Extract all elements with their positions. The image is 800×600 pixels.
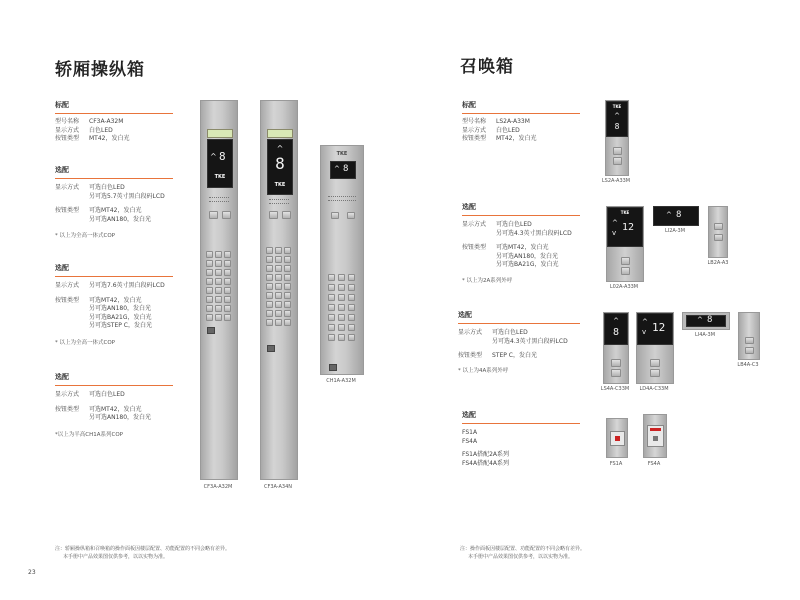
spec-label: 显示方式 [458,329,483,336]
floor-button[interactable] [328,304,335,311]
section-heading: 选配 [55,264,69,272]
arrow-up-icon: ^ [614,112,620,120]
floor-button-grid [266,247,291,326]
spec-value: FS4A [462,437,478,445]
floor-button[interactable] [284,265,291,272]
model-caption: FS1A [609,461,623,467]
section-note: * 以上为全高一体式COP [55,233,115,239]
spec-label: 显示方式 [462,221,487,228]
spec-label: 显示方式 [55,126,80,134]
floor-button[interactable] [215,269,222,276]
spec-value: 可选白色LED [492,329,528,336]
floor-button[interactable] [215,278,222,285]
fire-switch-label-plate [650,428,661,431]
floor-button-grid [328,274,355,341]
call-up-button[interactable] [613,147,622,155]
floor-button[interactable] [206,296,213,303]
led-display [330,161,356,179]
floor-button[interactable] [224,296,231,303]
spec-value: 另可选7.6英寸黑白段码LCD [89,282,165,289]
door-open-button[interactable] [331,212,339,219]
section-note: *以上为半高CH1A系列COP [55,431,123,438]
floor-button[interactable] [275,247,282,254]
footnote-line: 注：操作面板因楼层配置、功能配置的不同会略有差异。 [460,546,586,552]
arrow-up-icon: ^ [612,219,618,227]
floor-button[interactable] [206,269,213,276]
model-caption: LD4A-C33M [639,386,669,392]
spec-value: 另可选5.7英寸黑白段码LCD [89,192,165,200]
floor-button[interactable] [266,319,273,326]
floor-button[interactable] [275,256,282,263]
left-standard-section [55,100,173,144]
speaker-grill [209,197,229,202]
floor-button[interactable] [224,287,231,294]
section-heading: 选配 [462,203,476,211]
floor-button[interactable] [348,314,355,321]
call-down-button[interactable] [650,369,660,377]
spec-value: 另可选STEP C，发白光 [89,322,152,329]
fire-switch-key[interactable] [653,436,658,441]
arrow-down-icon: v [612,229,617,237]
info-plate [267,129,293,138]
floor-button[interactable] [224,314,231,321]
spec-label: 显示方式 [55,391,80,398]
floor-button[interactable] [348,324,355,331]
cop-panel-cf3a-a32m [200,100,238,480]
arrow-up-icon: ^ [642,318,648,326]
spec-label: 按钮类型 [55,207,80,214]
floor-button[interactable] [284,283,291,290]
model-caption: CF3A-A34N [263,484,293,490]
spec-value: 另可选AN180，发白光 [89,305,152,312]
model-caption: LB2A-A3 [707,260,729,266]
door-open-button[interactable] [209,211,218,219]
spec-label: 显示方式 [55,184,80,191]
floor-button[interactable] [284,274,291,281]
spec-label: 按钮类型 [55,405,80,413]
keyswitch[interactable] [207,327,215,334]
floor-button[interactable] [266,265,273,272]
section-heading: 标配 [55,101,69,109]
floor-button[interactable] [224,305,231,312]
floor-button[interactable] [224,269,231,276]
floor-button[interactable] [284,292,291,299]
floor-button[interactable] [284,301,291,308]
floor-button[interactable] [338,314,345,321]
left-option2-section [55,263,173,346]
section-divider [55,276,173,277]
floor-button[interactable] [275,283,282,290]
floor-button[interactable] [338,274,345,281]
floor-digit: 8 [219,150,226,163]
floor-button[interactable] [206,278,213,285]
page-title-hall-call: 召唤箱 [460,57,514,77]
tke-logo: TKE [214,174,226,180]
call-down-button[interactable] [621,267,630,275]
floor-digit: 8 [275,154,285,173]
spec-value: MT42，发白光 [496,135,537,142]
door-close-button[interactable] [347,212,355,219]
floor-button[interactable] [215,287,222,294]
floor-button[interactable] [348,334,355,341]
hall-call-lb4a-c3 [738,312,760,360]
fire-switch-fs1a [606,418,628,458]
floor-digit: 8 [343,164,349,174]
led-display [604,313,628,345]
section-divider [55,178,173,179]
floor-button[interactable] [348,284,355,291]
spec-value: 另可选AN180，发白光 [496,252,559,260]
spec-value: FS1A [462,429,478,436]
call-up-button[interactable] [621,257,630,265]
floor-button[interactable] [224,260,231,267]
fire-switch-fs4a [643,414,667,458]
model-caption: LI4A-3M [694,332,716,338]
tke-logo: TKE [274,182,286,188]
spec-value: FS1A搭配2A系列 [462,451,509,458]
floor-button[interactable] [266,274,273,281]
cop-panel-ch1a-a32m [320,145,364,375]
spec-value: FS4A搭配4A系列 [462,459,509,467]
section-heading: 选配 [458,311,472,319]
floor-digit: 8 [614,122,620,131]
floor-button[interactable] [348,294,355,301]
arrow-up-icon: ^ [210,152,217,161]
floor-button[interactable] [284,310,291,317]
hall-call-l02a-a33m [606,206,644,282]
arrow-up-icon: ^ [697,316,703,324]
section-note: * 以上为4A系列外呼 [458,367,509,374]
spec-value: MT42，发白光 [89,135,130,142]
floor-digit: 12 [652,321,666,334]
model-caption: LI2A-3M [664,228,686,234]
section-divider [458,323,580,324]
keyswitch[interactable] [267,345,275,352]
floor-button[interactable] [266,301,273,308]
spec-value: 另可选AN180，发白光 [89,414,152,421]
floor-button[interactable] [206,260,213,267]
model-caption: CH1A-A32M [326,378,356,384]
section-divider [55,385,173,386]
section-divider [462,113,580,114]
floor-digit: 8 [612,327,620,338]
model-caption: L02A-A33M [609,284,639,290]
floor-button[interactable] [338,334,345,341]
floor-button[interactable] [224,278,231,285]
call-down-button[interactable] [611,369,621,377]
spec-label: 按钮类型 [55,296,80,304]
section-note: * 以上为全高一体式COP [55,339,115,346]
floor-button[interactable] [206,314,213,321]
floor-button[interactable] [266,247,273,254]
arrow-down-icon: v [642,328,647,336]
spec-value: 可选白色LED [496,221,532,228]
spec-value: 另可选4.3英寸黑白段码LCD [496,229,572,237]
cop-panel-cf3a-a34n [260,100,298,480]
floor-digit: 12 [622,222,635,233]
floor-digit: 8 [707,315,713,325]
floor-button[interactable] [348,304,355,311]
floor-button[interactable] [338,294,345,301]
hall-call-lb2a-a3 [708,206,728,258]
hall-lantern-li2a-3m [653,206,699,226]
speaker-grill [269,199,289,204]
lcd-display [267,139,293,195]
floor-button[interactable] [275,319,282,326]
spec-value: 可选MT42，发白光 [496,244,549,251]
floor-button[interactable] [348,274,355,281]
model-caption: CF3A-A32M [203,484,233,490]
page-title-car-cop: 轿厢操纵箱 [55,60,145,80]
keyswitch[interactable] [329,364,337,371]
tke-logo: TKE [336,151,348,157]
section-divider [462,215,580,216]
section-heading: 选配 [55,373,69,381]
tke-logo: TKE [612,104,622,109]
floor-button[interactable] [275,265,282,272]
section-divider [55,113,173,114]
left-option3-section [55,372,173,438]
model-caption: FS4A [647,461,661,467]
spec-label: 型号名称 [462,118,487,125]
spec-label: 显示方式 [462,126,487,134]
spec-value: 可选白色LED [89,184,125,191]
door-open-button[interactable] [269,211,278,219]
floor-button[interactable] [275,310,282,317]
info-plate [207,129,233,138]
call-up-button[interactable] [714,223,723,230]
floor-button[interactable] [215,260,222,267]
footnote-line: 本手册中产品效果图仅供参考，以以实物为准。 [468,554,574,560]
lcd-display [637,313,673,345]
spec-label: 显示方式 [55,282,80,289]
floor-button[interactable] [284,319,291,326]
call-up-button[interactable] [650,359,660,367]
floor-button[interactable] [338,304,345,311]
section-heading: 选配 [462,411,476,419]
spec-label: 按钮类型 [458,352,483,359]
spec-value: 另可选BA21G，发白光 [89,313,152,321]
section-divider [462,423,580,424]
floor-button[interactable] [284,256,291,263]
spec-label: 型号名称 [55,118,80,125]
door-close-button[interactable] [222,211,231,219]
spec-value: 可选MT42，发白光 [89,405,142,413]
spec-value: 白色LED [496,126,520,134]
right-option2-section [458,310,580,374]
floor-button[interactable] [206,287,213,294]
spec-value: 可选MT42，发白光 [89,207,142,214]
spec-value: 白色LED [89,126,113,134]
spec-value: 另可选AN180，发白光 [89,215,152,223]
right-option3-section [462,410,580,468]
floor-button[interactable] [224,251,231,258]
floor-button[interactable] [328,324,335,331]
floor-button[interactable] [266,256,273,263]
floor-button[interactable] [215,296,222,303]
hall-call-ls4a-c33m [603,312,629,384]
call-up-button[interactable] [611,359,621,367]
call-up-button[interactable] [745,337,754,344]
spec-value: LS2A-A33M [496,118,530,125]
floor-button[interactable] [215,314,222,321]
floor-button[interactable] [328,314,335,321]
fire-switch-window [610,431,625,446]
floor-digit: 8 [676,210,682,220]
led-display [606,101,628,137]
floor-button[interactable] [215,305,222,312]
fire-switch-window [647,425,664,447]
call-down-button[interactable] [714,234,723,241]
right-standard-section [462,100,580,144]
section-heading: 选配 [55,166,69,174]
call-down-button[interactable] [613,157,622,165]
page-number: 23 [28,569,36,576]
floor-button[interactable] [275,292,282,299]
hall-call-ld4a-c33m [636,312,674,384]
lcd-display [607,207,643,247]
floor-button[interactable] [266,283,273,290]
lcd-display [207,139,233,188]
hall-lantern-li4a-3m [682,312,730,330]
call-down-button[interactable] [745,347,754,354]
tke-logo: TKE [620,210,630,215]
footnote-line: 本手册中产品效果图仅供参考，以以实物为准。 [63,554,169,560]
arrow-up-icon: ^ [613,317,619,325]
floor-button-grid [206,251,231,321]
spec-value: 另可选BA21G，发白光 [496,261,559,268]
floor-button[interactable] [206,305,213,312]
spec-label: 按钮类型 [55,135,80,142]
floor-button[interactable] [338,324,345,331]
spec-value: STEP C，发白光 [492,352,537,359]
section-note: * 以上为2A系列外呼 [462,277,513,284]
arrow-up-icon: ^ [334,165,340,173]
model-caption: LS4A-C33M [600,386,630,392]
speaker-grill [328,196,356,201]
floor-button[interactable] [206,251,213,258]
model-caption: LB4A-C3 [737,362,759,368]
model-caption: LS2A-A33M [601,178,631,184]
spec-value: CF3A-A32M [89,118,124,125]
arrow-up-icon: ^ [276,144,284,153]
floor-button[interactable] [275,301,282,308]
spec-label: 按钮类型 [462,244,487,251]
spec-value: 可选白色LED [89,391,125,398]
floor-button[interactable] [328,284,335,291]
arrow-up-icon: ^ [666,211,672,219]
footnote-line: 注：轿厢操纵箱和召唤箱的操作面板因楼层配置、功能配置的不同会略有差异。 [55,546,231,552]
floor-button[interactable] [275,274,282,281]
floor-button[interactable] [338,284,345,291]
spec-value: 可选MT42，发白光 [89,296,142,304]
floor-button[interactable] [328,294,335,301]
floor-button[interactable] [328,334,335,341]
hall-call-ls2a-a33m [605,100,629,176]
door-close-button[interactable] [282,211,291,219]
left-option1-section [55,165,173,239]
floor-button[interactable] [266,292,273,299]
section-heading: 标配 [462,101,476,109]
floor-button[interactable] [284,247,291,254]
right-option1-section [462,202,580,284]
floor-button[interactable] [215,251,222,258]
fire-switch-key[interactable] [615,436,620,441]
floor-button[interactable] [266,310,273,317]
spec-value: 另可选4.3英寸黑白段码LCD [492,337,568,345]
led-display [686,315,726,327]
spec-label: 按钮类型 [462,135,487,142]
floor-button[interactable] [328,274,335,281]
